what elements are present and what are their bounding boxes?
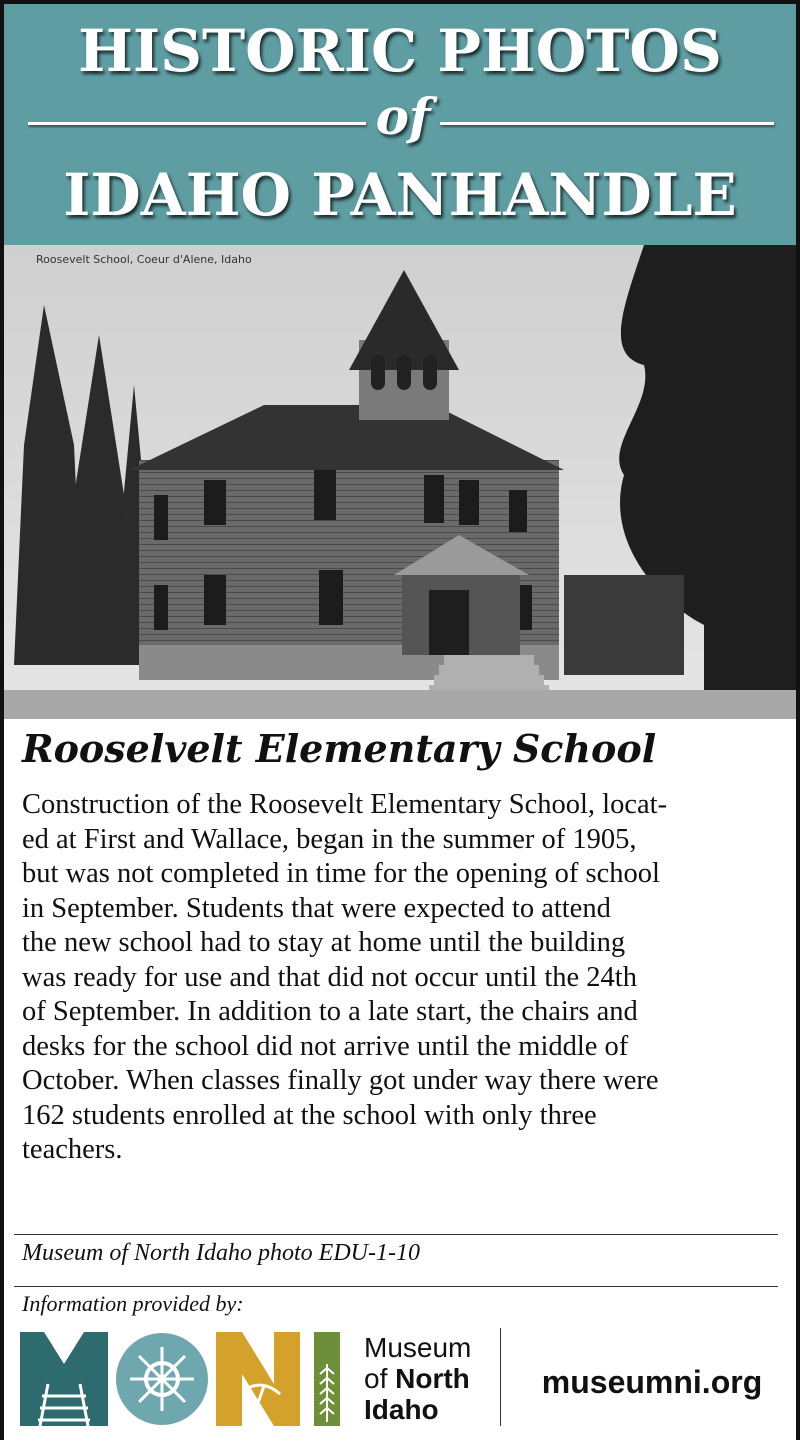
body-line: of September. In addition to a late start, the chairs and: [22, 996, 638, 1027]
i-tree-icon: [314, 1332, 340, 1426]
museum-name-line1: Museum: [364, 1332, 472, 1363]
body-line: the new school had to stay at home until the building: [22, 927, 626, 958]
m-railroad-icon: [20, 1332, 108, 1426]
photo-inscription: Roosevelt School, Coeur d'Alene, Idaho: [36, 253, 252, 266]
header-title-line1: HISTORIC PHOTOS: [78, 17, 722, 85]
divider-top: [14, 1234, 778, 1235]
body-line: October. When classes finally got under way there were: [22, 1065, 659, 1096]
logo-divider: [500, 1328, 501, 1426]
museum-name-line2: [364, 1363, 471, 1394]
body-line: teachers.: [22, 1134, 123, 1165]
moni-letters-icon: [16, 1324, 356, 1434]
body-line: in September. Students that were expected to attend: [22, 892, 611, 924]
museum-name-of: of: [364, 1363, 396, 1394]
header-of-row: [4, 87, 796, 152]
body-line: but was not completed in time for the opening of school: [22, 858, 660, 889]
article-title: Rooselvelt Elementary School: [22, 726, 657, 771]
header-rule-left: [28, 122, 366, 125]
header-banner: [4, 0, 796, 245]
body-line: was ready for use and that did not occur until the 24th: [22, 961, 637, 993]
article-body: [22, 788, 784, 1168]
body-line: Construction of the Roosevelt Elementary School, locat-: [22, 789, 668, 820]
divider-bottom: [14, 1286, 778, 1287]
body-line: ed at First and Wallace, began in the summer of 1905,: [22, 823, 637, 855]
o-ship-wheel-icon: [116, 1333, 208, 1425]
school-photo-illustration: [4, 245, 796, 719]
museum-name: [364, 1332, 471, 1425]
header-of: of: [375, 87, 431, 146]
n-pickaxe-icon: [216, 1332, 300, 1426]
header-title-line3: IDAHO PANHANDLE: [63, 161, 737, 229]
body-line: 162 students enrolled at the school with only three: [22, 1099, 597, 1131]
museum-name-line3: Idaho: [364, 1394, 439, 1425]
website-link[interactable]: museumni.org: [541, 1364, 763, 1400]
historic-school-photo: [4, 245, 796, 719]
header-rule-right: [440, 122, 774, 125]
museum-name-north: North: [395, 1363, 470, 1394]
photo-credit: Museum of North Idaho photo EDU-1-10: [22, 1240, 420, 1266]
info-label: Information provided by:: [22, 1291, 244, 1316]
moni-logo: [16, 1324, 788, 1434]
body-line: desks for the school did not arrive until the middle of: [22, 1030, 629, 1062]
